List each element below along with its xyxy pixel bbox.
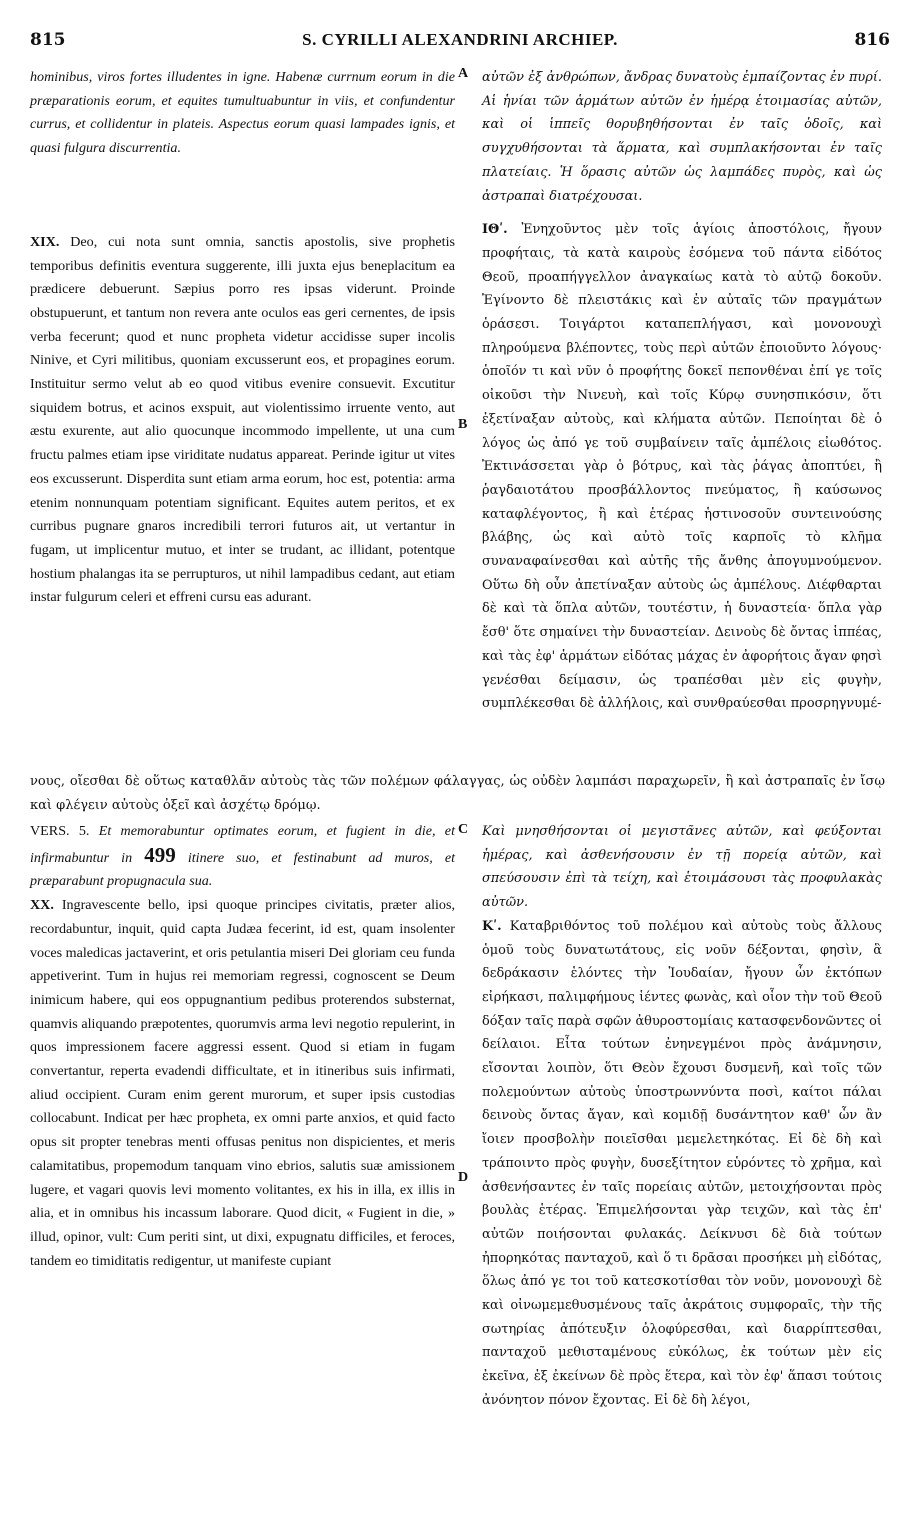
section-text: Deo, cui nota sunt omnia, sanctis apostolis, sive prophetis temporibus definitis eventura suggerente, illi juxta ejus beneplacitum ea prædicere debuerunt. Sæpius porro res ipsas viderunt. Proinde obstupuerunt, et tantum non revera ante oculos eas geri cernentes, de ipsis verba fecerunt; quod et nunc propheta videtur accidisse super incolis Ninive, et Cyri militibus, quoniam excusserunt eos, et propagines eorum. Instituitur sermo velut ab eo quod vitibus evenire consuevit. Excutitur siquidem botrus, et acinos exspuit, aut violentissimo irruente vento, aut æstu exurente, aut alio quocunque incommodo impellente, ut una cum fructu palmes etiam ipse viriditate nudatus appareat. Perinde igitur ut vites eos excusserunt. Disperdita sunt etiam arma eorum, hoc est, potentia: arma etenim nonnunquam potentiam significant. Equites autem peritos, et ex curribus pugnare gnaros incredibili terrori futuros ait, ut vertantur in fugam, ut implicentur mutuo, et inter se trudant, ac illidant, potentque hostium phalangas ita se perrupturos, ut nihil lampadibus cedant, aut etiam instar fulgurum celeri et effreni cursu eas adurant.	[30, 233, 455, 606]
running-title: S. CYRILLI ALEXANDRINI ARCHIEP.	[302, 30, 618, 49]
verse-heading	[30, 820, 455, 894]
section-text: Ἐνηχοῦντος μὲν τοῖς ἁγίοις ἀποστόλοις, ἤγουν προφήταις, τὰ κατὰ καιροὺς ἐσόμενα τοῦ πάντα εἰδότος Θεοῦ, προαπήγγελλον ἀναγκαίως κατὰ τὸ αὐτῷ δοκοῦν. Ἐγίνοντο δὲ πλειστάκις καὶ ἐν αὐταῖς τῶν πραγμάτων ὁράσεσι. Τοιγάρτοι καταπεπλήγασι, καὶ μονονουχὶ πληρούμενα βλέποντες, τοὺς περὶ αὐτῶν ἐποιοῦντο λόγους· ὁποῖόν τι καὶ νῦν ὁ προφήτης δοκεῖ πεπονθέναι ἐπί γε τοῖς οἰκοῦσι τὴν Νινευὴ, καὶ τοῖς Κύρῳ συνησπικόσιν, ὅτι ἐξετίναξαν αὐτοὺς, καὶ κλήματα αὐτῶν. Πεποίηται δὲ ὁ λόγος ὡς ἀπό γε τοῦ συμβαίνειν ταῖς ἀμπέλοις εἰωθότος. Ἐκτινάσσεται γὰρ ὁ βότρυς, καὶ τὰς ῥάγας ἀποπτύει, ἢ ῥαγδαιοτάτου προσβάλλοντος πνεύματος, ἢ καύσωνος καταφλέγοντος, ἢ καὶ ἑτέρας ἡστινοσοῦν συντεινούσης βλάβης, ὡς καὶ αὐτὸ τοῖς καρποῖς τὸ κλῆμα συναναφαίνεσθαι καὶ αὐτῆς τῆς ἄνθης ἀπογυμνούμενον. Οὕτω δὴ οὖν ἀπετίναξαν αὐτοὺς ὡς ἀμπέλους. Διέφθαρται δὲ καὶ τὰ ὅπλα αὐτῶν, τουτέστιν, ἡ δυναστεία· ὅπλα γὰρ ἔσθ' ὅτε σημαίνει τὴν δυναστείαν. Δεινοὺς δὲ ὄντας ἱππέας, καὶ τὰς ἐφ' ἁρμάτων εἰδότας μάχας ἐν ἀφορήτοις ἄγαν φησὶ γενέσθαι δείμασιν, ὡς τραπέσθαι μὲν εἰς φυγὴν, συμπλέκεσθαι δὲ ἀλλήλοις, καὶ συνθραύεσθαι προσρηγνυμέ-	[482, 222, 882, 712]
left-page-number: 815	[30, 30, 66, 50]
greek-verse: Καὶ μνησθήσονται οἱ μεγιστᾶνες αὐτῶν, καὶ φεύξονται ἡμέρας, καὶ ἀσθενήσουσιν ἐν τῇ πορείᾳ αὐτῶν, καὶ σπεύσουσιν ἐπὶ τὰ τείχη, καὶ ἑτοιμάσουσι τὰς προφυλακὰς αὐτῶν.	[482, 824, 882, 911]
page-header	[30, 30, 890, 60]
greek-column-bottom	[482, 820, 882, 1413]
verse-label: VERS. 5.	[30, 823, 90, 839]
greek-column-top	[482, 66, 882, 716]
full-width-greek-line: νους, οἴεσθαι δὲ οὕτως καταθλᾶν αὐτοὺς τὰς τῶν πολέμων φάλαγγας, ὡς οὐδὲν λαμπάσι παραχωρεῖν, ἢ καὶ ἀστραπαῖς ἐν ἴσῳ καὶ φλέγειν αὐτοὺς ὀξεῖ καὶ ἀσχέτῳ δρόμῳ.	[30, 774, 885, 813]
latin-column-bottom	[30, 820, 455, 1273]
margin-letter-c: C	[458, 822, 469, 837]
margin-letter-b: B	[458, 417, 468, 432]
section-number: XX.	[30, 897, 54, 914]
section-number: XIX.	[30, 233, 60, 250]
section-number: Κʹ.	[482, 918, 502, 934]
section-text: Καταβριθόντος τοῦ πολέμου καὶ αὐτοὺς τοὺς ἄλλους ὁμοῦ τοὺς δυνατωτάτους, εἰς νοῦν δέξονται, φησὶν, ἃ δεδράκασιν ἑλόντες τὴν Ἰουδαίαν, ἤγουν ὧν ἐκτόπων εἰρήκασι, παλιμφήμους ἱέντες φωνὰς, καὶ οἷον τὴν τοῦ Θεοῦ δόξαν ταῖς παρὰ σφῶν ἀθυροστομίαις κατασφενδονῶντες οἱ δείλαιοι. Εἶτα τούτων ἐνηνεγμένοι πρὸς ἀνάμνησιν, εἴσονται λοιπὸν, ὅτι Θεὸν ἔχουσι δυσμενῆ, καὶ τοῖς τῶν πολεμούντων αὐτοὺς ὑποστρωννύντα ποσὶ, καίτοι πάλαι δεινοὺς ὄντας ἄγαν, καὶ κομιδῇ δυσάντητον καθ' ὧν ἂν ἴοιεν προσβολὴν ποιεῖσθαι μεμελετηκότας. Εἰ δὲ δὴ καὶ τράποιντο πρὸς φυγὴν, δυσεξίτητον εὑρόντες τὸ χρῆμα, καὶ ἀσθενήσαντες ἐν ταῖς πορείαις αὐτῶν, μετοιχήσονται πρὸς βουλὰς ἑτέρας. Ἐπιμελήσονται γὰρ τειχῶν, καὶ τὰς ἐπ' αὐτῶν ποιήσονται φυλακάς. Δείκνυσι δὲ διὰ τούτων ἠπορηκότας πανταχοῦ, καὶ ὅ τι δρᾶσαι προσήκει μὴ εἰδότας, ὅλως ἀπό γε τοι τοῦ κατεσκοτίσθαι τὸν νοῦν, μονονουχὶ δὲ καὶ οἰνωμεμεθυσμένους ταῖς ἀκράτοις συμφοραῖς, τὴν τῆς σωτηρίας ἀπότευξιν ὀλοφύρεσθαι, καὶ διαρρίπτεσθαι, πανταχοῦ μεθισταμένους εὐκόλως, ἐκ τούτων μὲν εἰς ἐκεῖνα, ἐξ ἐκείνων δὲ πρὸς ἕτερα, καὶ τὸν ἐφ' ἅπασι τούτοις ἀνόνητον πόνον ἔχοντας. Εἰ δὲ δὴ λέγοι,	[482, 918, 882, 1408]
verse-text-a: Et memorabuntur optimates eorum, et fugient in die, et infirmabuntur in	[30, 823, 455, 866]
margin-letter-d: D	[458, 1170, 469, 1185]
right-page-number: 816	[854, 30, 890, 50]
marginal-marker: 499	[144, 842, 176, 867]
greek-section-iq	[482, 218, 882, 716]
latin-column-top	[30, 66, 455, 610]
section-number: ΙΘʹ.	[482, 222, 508, 238]
section-text: Ingravescente bello, ipsi quoque principes civitatis, præter alios, recordabuntur, inquit, quid capta Judæa fecerint, id est, quam insolenter voces maledicas jactaverint, et oris petulantia miseri Dei gloriam ceu funda appetiverint. Tum in hujus rei memoriam regressi, cognoscent se Deum inimicum habere, qui eos oppugnantium pedibus proterendos substernat, quamvis aliquando præpotentes, quorumvis arma levi negotio repulerint, in quos impressionem facere aggressi essent. Quod si etiam in fugam convertantur, reperta evadendi difficultate, et in itineribus suis infirmati, aliud occipient. Curam enim gerent murorum, et super ipsis custodias collocabunt. Indicat per hæc propheta, ex omni parte anxios, et quid facto opus sit propter tenebras menti offusas penitus non dispicientes, et meris calamitatibus, propemodum tanquam vino ebrios, salutis suæ amissionem lugere, et vagari quovis levi momento volitantes, ex his in illa, ex illis in alia, et in omnibus his incassum laborare. Quod dicit, « Fugient in die, » illud, opinor, vult: Cum periti sint, ut dixi, expugnatu difficiles, et feroces, tandem eo timiditatis redigentur, ut manifeste cupiant	[30, 897, 455, 1269]
greek-intro: αὐτῶν ἐξ ἀνθρώπων, ἄνδρας δυνατοὺς ἐμπαίζοντας ἐν πυρί. Αἱ ἡνίαι τῶν ἁρμάτων αὐτῶν ἐν ἡμέρᾳ ἑτοιμασίας αὐτῶν, καὶ οἱ ἱππεῖς θορυβηθήσονται ἐν ταῖς ὁδοῖς, καὶ συγχυθήσονται τὰ ἅρματα, καὶ συμπλακήσονται ἐν ταῖς πλατείαις. Ἡ ὅρασις αὐτῶν ὡς λαμπάδες πυρὸς, καὶ ὡς ἀστραπαὶ διατρέχουσαι.	[482, 70, 882, 204]
latin-intro: hominibus, viros fortes illudentes in igne. Habenæ currnum eorum in die præparationis eorum, et equites tumultuabuntur in viis, et confundentur currus, et collidentur in plateis. Aspectus eorum quasi lampades ignis, et quasi fulgura discurrentia.	[30, 69, 455, 157]
latin-section-xix	[30, 231, 455, 610]
margin-letter-a: A	[458, 66, 469, 81]
greek-section-k	[482, 915, 882, 1413]
verse-text-b: itinere suo, et festinabunt ad muros, et præparabunt propugnacula sua.	[30, 849, 456, 890]
latin-section-xx	[30, 894, 455, 1273]
